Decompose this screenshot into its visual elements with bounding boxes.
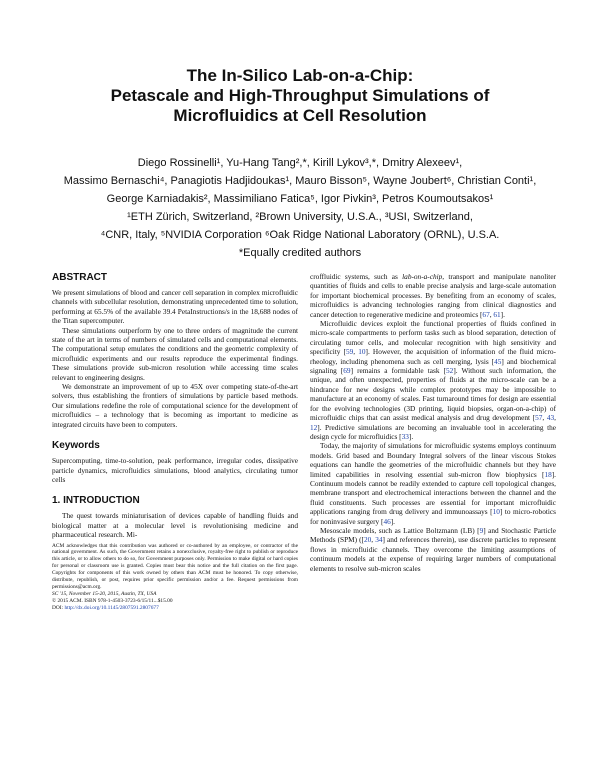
citation-link[interactable]: 59 [345,347,354,357]
citation-link[interactable]: 33 [401,431,409,441]
author-line: Massimo Bernaschi⁴, Panagiotis Hadjidoukas¹, Mauro Bisson⁵, Wayne Joubert⁶, Christian Conti¹, [63,175,537,187]
citation-link[interactable]: 52 [446,366,454,376]
doi-link[interactable]: http://dx.doi.org/10.1145/2807591.2807677 [64,604,159,611]
introduction-paragraph: The quest towards miniaturisation of devices capable of handling fluids and biological matter at a molecular level is revolutionising medicine and pharmaceutical research. Mi- [52,511,298,540]
keywords-text: Supercomputing, time-to-solution, peak performance, irregular codes, dissipative particle dynamics, microfluidics simulations, blood analytics, circulating tumor cells [52,456,298,484]
citation-link[interactable]: 45 [494,356,502,366]
conference-info: SC '15, November 15-20, 2015, Austin, TX, USA [52,590,157,597]
body-paragraph: croffluidic systems, such as lab-on-a-chip, transport and manipulate nanoliter quantities of fluids and cells to enable precise analysis and large-scale automation for important biochemical processes. By benefiting from an economy of scales, microfluidics is advancing technologies ranging from clinical diagnostics and cancer detection to regenerative medicine and proteomics [67, 61]. [310,272,556,319]
affiliation-line: ¹ETH Zürich, Switzerland, ²Brown University, U.S.A., ³USI, Switzerland, [127,211,473,223]
keywords-heading: Keywords [52,440,100,452]
right-column [310,272,556,573]
emphasis-text: lab-on-a-chip [402,272,443,281]
copyright-notice: © 2015 ACM. ISBN 978-1-4503-3723-6/15/11...$15.00 [52,597,173,604]
citation-link[interactable]: 12 [310,422,318,432]
equal-credit-note: *Equally credited authors [238,247,362,259]
body-paragraph: Mesoscale models, such as Lattice Boltzmann (LB) [9] and Stochastic Particle Methods (SPM) ([20, 34] and references therein), use discrete particles to represent flows in microfluidic channels. They overcome the limiting assumptions of continuum models at the expense of requiring larger numbers of computational elements to resolve sub-micron scales [310,525,556,573]
citation-link[interactable]: 9 [479,525,484,535]
body-paragraph: Today, the majority of simulations for microfluidic systems employs continuum models. Grid based and Boundary Integral solvers of the linear viscous Stokes equations can handle the geometries of the microfluidic channels but they have limited capabilities in resolving essential sub-micron flow biophysics [18]. Continuum models cannot be readily extended to capture cell topological changes, membrane transport and electrochemical interactions between the channel and the fluid constituents. Such processes are essential for important microfluidic applications ranging from drug delivery and immunoassays [10] to micro-robotics for noninvasive surgery [46]. [310,441,556,526]
author-block [0,154,600,262]
citation-link[interactable]: 43 [546,413,555,423]
citation-link[interactable]: 20 [364,535,372,545]
paper-title [0,66,600,126]
doi-label: DOI: [52,604,65,611]
citation-link[interactable]: 61 [493,309,501,319]
abstract-paragraph: These simulations outperform by one to three orders of magnitude the current state of the art in terms of numbers of simulated cells and computational elements. The computational setup emulates the conditions and the geometric complexity of microfluidic experiments and our results reproduce the experimental findings. These simulations provide sub-micron resolution while accessing time scales relevant to engineering designs. [52,325,298,382]
citation-link[interactable]: 10 [492,507,500,517]
author-line: George Karniadakis², Massimiliano Fatica⁵, Igor Pivkin³, Petros Koumoutsakos¹ [106,193,494,205]
abstract-paragraph: We present simulations of blood and cancer cell separation in complex microfluidic channels with subcellular resolution, demonstrating unprecedented time to solution, performing at 65.5% of the available 39.4 PetaInstructions/s in the 18,688 nodes of the Titan supercomputer. [52,288,298,326]
citation-link[interactable]: 69 [343,366,351,376]
affiliation-line: ⁴CNR, Italy, ⁵NVIDIA Corporation ⁶Oak Ridge National Laboratory (ORNL), U.S.A. [100,229,500,241]
left-column [52,272,298,612]
abstract-paragraph: We demonstrate an improvement of up to 45X over competing state-of-the-art solvers, thus establishing the frontiers of simulations by particle based methods. Our simulations redefine the role of computational science for the development of microfluidics – a technology that is becoming as important to medicine as integrated circuits have been to computers. [52,382,298,429]
citation-link[interactable]: 18 [544,469,552,479]
title-line-3: Microfluidics at Cell Resolution [173,106,427,125]
title-line-2: Petascale and High-Throughput Simulations of [110,86,490,105]
copyright-footnote: ACM acknowledges that this contribution was authored or co-authored by an employee, or contractor of the national government. As such, the Government retains a nonexclusive, royalty-free right to publish or reproduce this article, or to allow others to do so, for Government purposes only. Permission to make digital or hard copies for personal or classroom use is granted. Copies must bear this notice and the full citation on the first page. Copyrights for components of this work owned by others than ACM must be honored. To copy otherwise, distribute, republish, or post, requires prior specific permission and/or a fee. Request permissions from permissions@acm.org. [52,542,298,590]
author-line: Diego Rossinelli¹, Yu-Hang Tang²,*, Kirill Lykov³,*, Dmitry Alexeev¹, [137,157,463,169]
body-paragraph: Microfluidic devices exploit the functional properties of fluids confined in micro-scale compartments to perform tasks such as blood separation, detection of circulating tumor cells, and molecular recognition with high sensitivity and specificity [59, 10]. However, the acquisition of information of the fluid micro-rheology, including phenomena such as cell merging, lysis [45] and biochemical signaling [69] remains a formidable task [52]. Without such information, the unique, and often unexpected, properties of fluids at the micro-scale can be a hindrance for new designs while complex prototypes may be impossible to manufacture at an economy of scales. Fast turnaround times for design are essential for the evolving technologies (3D printing, liquid biopsies, organ-on-a-chip) of microfluidic chips that can assist medical analysis and drug development [57, 43, 12]. Predictive simulations are becoming an invaluable tool in accelerating the design cycle for microfluidics [33]. [310,319,556,441]
citation-link[interactable]: 46 [383,516,391,526]
doi-line [52,605,298,612]
citation-link[interactable]: 10 [358,347,366,357]
title-line-1: The In-Silico Lab-on-a-Chip: [186,66,414,85]
abstract-heading: ABSTRACT [52,272,107,283]
citation-link[interactable]: 57 [535,413,543,423]
introduction-heading: 1. INTRODUCTION [52,495,140,507]
citation-link[interactable]: 34 [375,535,383,545]
citation-link[interactable]: 67 [482,309,490,319]
